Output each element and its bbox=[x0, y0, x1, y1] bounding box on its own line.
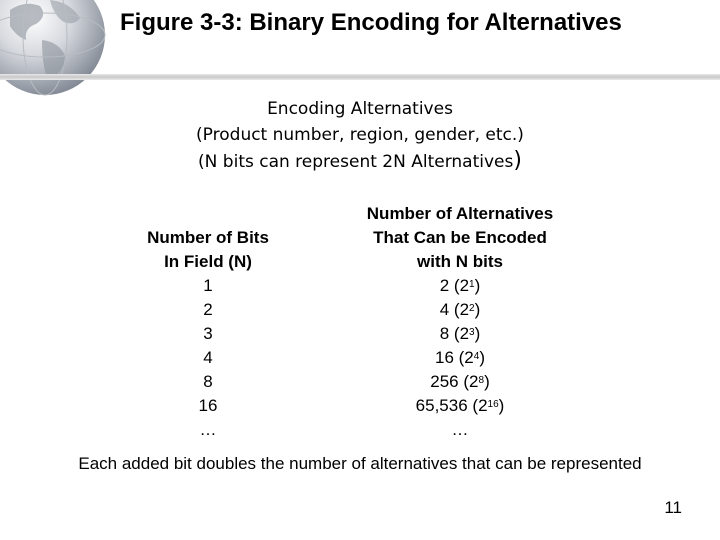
alternatives-header-line-2: That Can be Encoded bbox=[373, 228, 547, 247]
bits-column bbox=[108, 226, 308, 442]
globe-logo-icon bbox=[0, 0, 110, 100]
intro-line-1: Encoding Alternatives bbox=[267, 99, 453, 119]
summary-text: Each added bit doubles the number of alternatives that can be represented bbox=[78, 454, 642, 473]
bits-cell: 3 bbox=[203, 324, 213, 343]
alternatives-cell: 256 $(2^8)$ bbox=[430, 372, 490, 391]
bits-header-line-1: Number of Bits bbox=[147, 228, 269, 247]
alternatives-ellipsis: … bbox=[451, 420, 469, 439]
alternatives-cell: 4 $(2^2)$ bbox=[439, 300, 481, 319]
alternatives-header-line-3: with N bits bbox=[417, 252, 503, 271]
bits-cell: 16 bbox=[198, 396, 218, 415]
alternatives-cell: 65,536 $(2^{16})$ bbox=[415, 396, 505, 415]
bits-cell: 1 bbox=[203, 276, 213, 295]
bits-header-line-2: In Field (N) bbox=[164, 252, 252, 271]
intro-block bbox=[0, 96, 720, 175]
intro-line-3 bbox=[0, 148, 720, 175]
title-divider bbox=[0, 74, 720, 80]
alternatives-cell: 2 $(2^1)$ bbox=[439, 276, 481, 295]
alternatives-cell: 16 $(2^4)$ bbox=[434, 348, 485, 367]
alternatives-cell: 8 $(2^3)$ bbox=[439, 324, 481, 343]
alternatives-column bbox=[330, 202, 590, 442]
bits-ellipsis: … bbox=[199, 420, 217, 439]
bits-cell: 4 bbox=[203, 348, 213, 367]
slide-title: Figure 3-3: Binary Encoding for Alternatives bbox=[120, 9, 622, 36]
bits-cell: 8 bbox=[203, 372, 213, 391]
intro-line-2: (Product number, region, gender, etc.) bbox=[196, 125, 524, 145]
bits-cell: 2 bbox=[203, 300, 213, 319]
page-number: 11 bbox=[664, 498, 682, 517]
alternatives-header-line-1: Number of Alternatives bbox=[366, 204, 554, 223]
intro-line-3-text: (N bits can represent 2N Alternatives bbox=[198, 152, 514, 172]
intro-line-3-close: ) bbox=[513, 148, 522, 173]
